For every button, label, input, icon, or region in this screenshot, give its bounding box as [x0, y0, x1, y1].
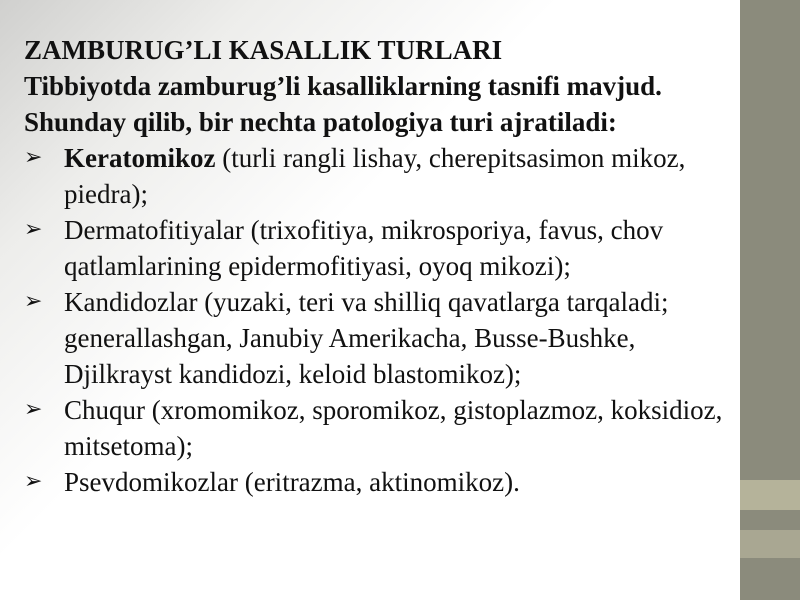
- arrow-bullet-icon: ➢: [24, 145, 43, 170]
- side-accent-stripe: [740, 530, 800, 558]
- side-accent-stripe: [740, 480, 800, 510]
- item-text: Chuqur (xromomikoz, sporomikoz, gistoplazmoz, koksidioz, mitsetoma);: [64, 395, 723, 461]
- arrow-bullet-icon: ➢: [24, 469, 43, 494]
- side-decoration-bar: [740, 0, 800, 600]
- slide-intro: Tibbiyotda zamburug’li kasalliklarning tasnifi mavjud. Shunday qilib, bir nechta patologiya turi ajratiladi:: [24, 71, 662, 137]
- arrow-bullet-icon: ➢: [24, 217, 43, 242]
- list-item: [24, 392, 736, 464]
- item-text: (turli rangli lishay, cherepitsasimon mikoz, piedra);: [64, 143, 686, 209]
- arrow-bullet-icon: ➢: [24, 289, 43, 314]
- item-term: Keratomikoz: [64, 143, 216, 173]
- list-item: [24, 284, 736, 392]
- list-item: [24, 140, 736, 212]
- type-list: [24, 140, 736, 500]
- slide-heading: ZAMBURUG’LI KASALLIK TURLARI: [24, 35, 503, 65]
- item-text: Dermatofitiyalar (trixofitiya, mikrosporiya, favus, chov qatlamlarining epidermofitiyasi, oyoq mikozi);: [64, 215, 664, 281]
- list-item: [24, 212, 736, 284]
- list-item: [24, 464, 736, 500]
- item-text: Kandidozlar (yuzaki, teri va shilliq qavatlarga tarqaladi; generallashgan, Janubiy Amerikacha, Busse-Bushke, Djilkrayst kandidozi, keloid blastomikoz);: [64, 287, 669, 389]
- arrow-bullet-icon: ➢: [24, 397, 43, 422]
- slide-content: [24, 32, 736, 500]
- item-text: Psevdomikozlar (eritrazma, aktinomikoz).: [64, 467, 520, 497]
